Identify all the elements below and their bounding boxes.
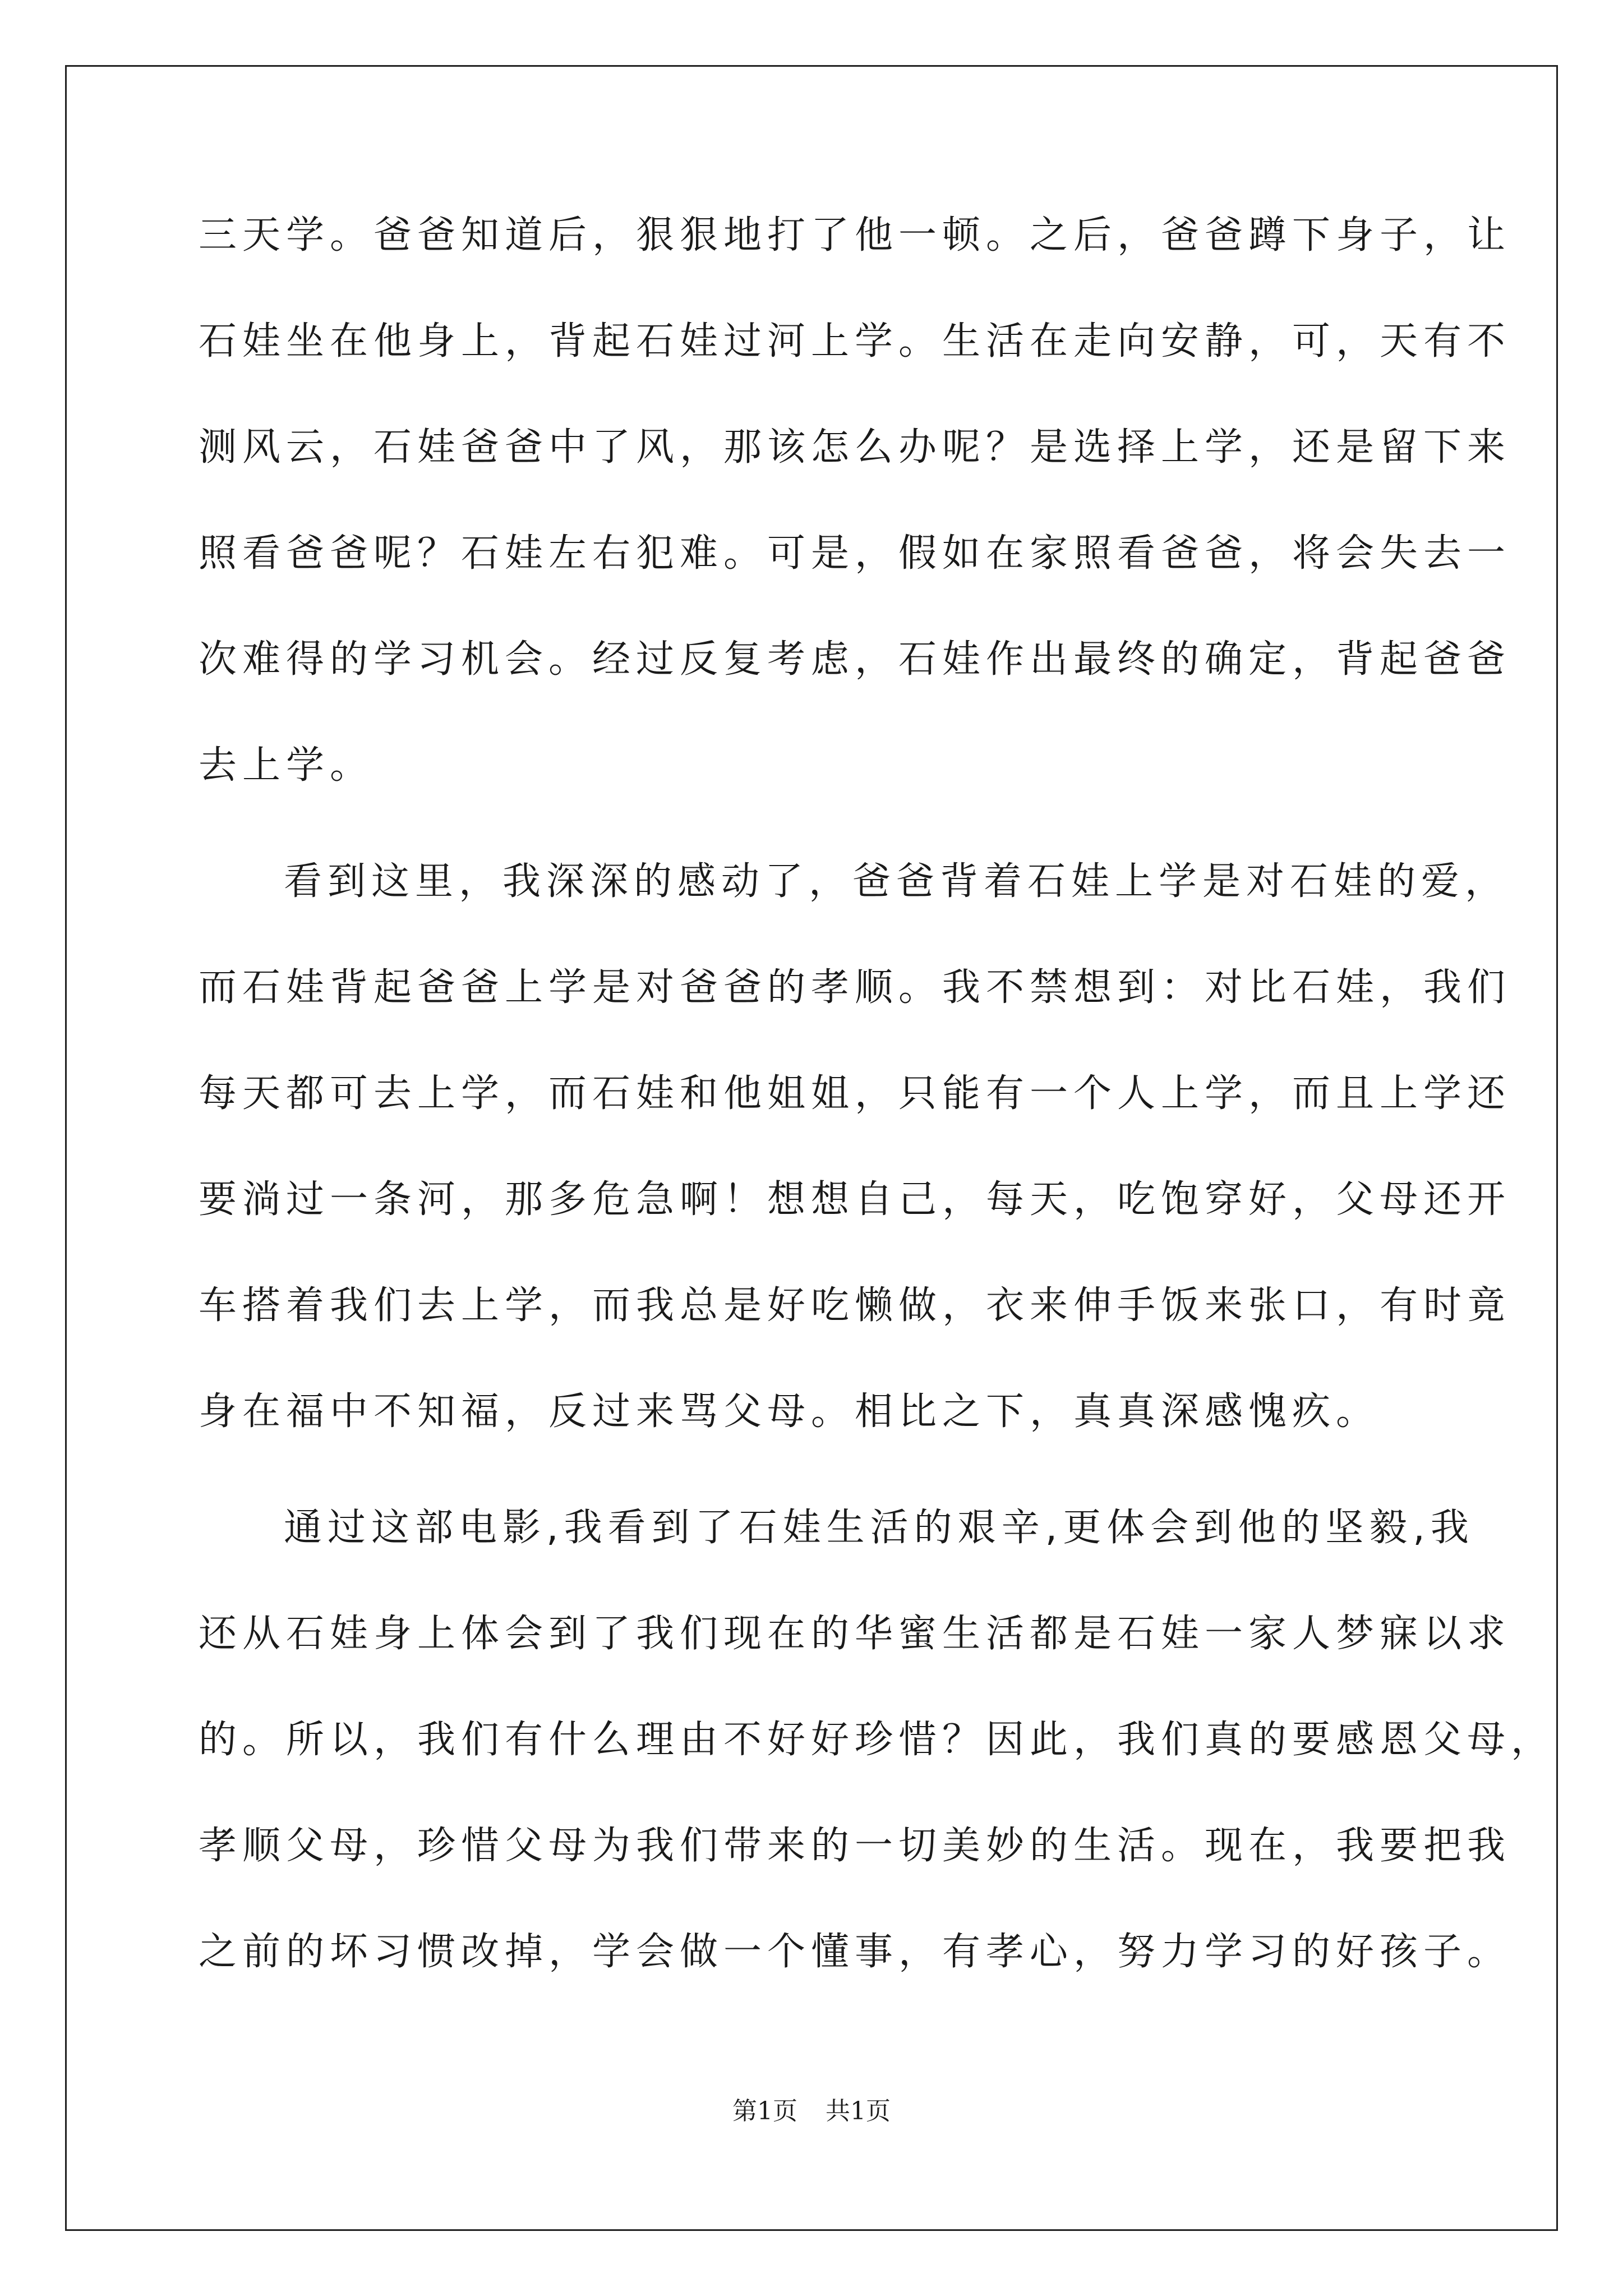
page-total: 共1页 (826, 2097, 891, 2125)
page-footer (0, 2091, 1623, 2127)
page-number: 第1页 (732, 2097, 797, 2125)
text-line: 车搭着我们去上学，而我总是好吃懒做，衣来伸手饭来张口，有时竟 (199, 1283, 1511, 1328)
text-line: 照看爸爸呢？石娃左右犯难。可是，假如在家照看爸爸，将会失去一 (199, 531, 1511, 576)
text-line: 每天都可去上学，而石娃和他姐姐，只能有一个人上学，而且上学还 (199, 1071, 1511, 1116)
text-line: 次难得的学习机会。经过反复考虑，石娃作出最终的确定，背起爸爸 (199, 637, 1511, 682)
text-line: 三天学。爸爸知道后，狠狠地打了他一顿。之后，爸爸蹲下身子，让 (199, 213, 1511, 257)
text-line: 通过这部电影,我看到了石娃生活的艰辛,更体会到他的坚毅,我 (284, 1506, 1474, 1550)
text-line: 还从石娃身上体会到了我们现在的华蜜生活都是石娃一家人梦寐以求 (199, 1612, 1511, 1656)
text-line: 身在福中不知福，反过来骂父母。相比之下，真真深感愧疚。 (199, 1389, 1380, 1434)
text-line: 孝顺父母，珍惜父母为我们带来的一切美妙的生活。现在，我要把我 (199, 1824, 1511, 1868)
text-line: 测风云，石娃爸爸中了风，那该怎么办呢？是选择上学，还是留下来 (199, 425, 1511, 470)
document-body (199, 213, 1555, 2039)
text-line: 看到这里，我深深的感动了，爸爸背着石娃上学是对石娃的爱， (284, 859, 1509, 904)
text-line: 石娃坐在他身上，背起石娃过河上学。生活在走向安静，可，天有不 (199, 319, 1511, 364)
text-line: 的。所以，我们有什么理由不好好珍惜？因此，我们真的要感恩父母， (199, 1718, 1555, 1762)
text-line: 要淌过一条河，那多危急啊！想想自己，每天，吃饱穿好，父母还开 (199, 1177, 1511, 1222)
text-line: 之前的坏习惯改掉，学会做一个懂事，有孝心，努力学习的好孩子。 (199, 1930, 1511, 1974)
text-line: 去上学。 (199, 743, 374, 788)
text-line: 而石娃背起爸爸上学是对爸爸的孝顺。我不禁想到：对比石娃，我们 (199, 965, 1511, 1010)
